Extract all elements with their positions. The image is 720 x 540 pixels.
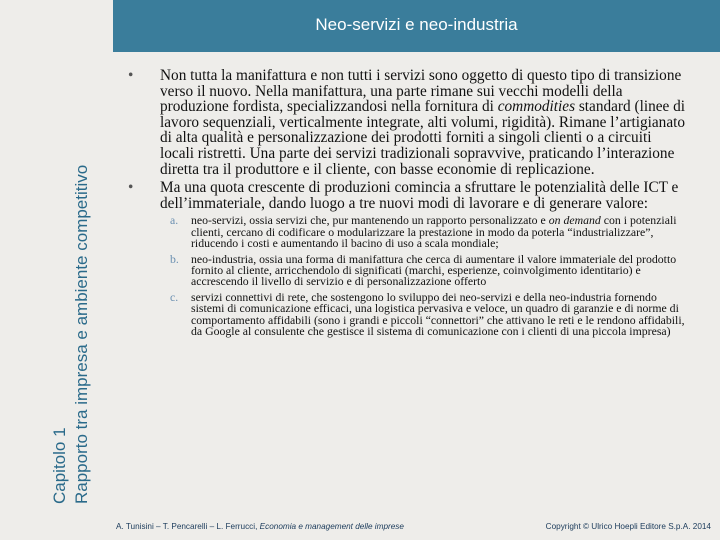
- sub-italic: on demand: [548, 213, 601, 228]
- sub-marker: b.: [170, 251, 179, 266]
- chapter-label: Capitolo 1: [50, 427, 69, 504]
- bullet-marker: •: [128, 179, 134, 197]
- sub-text: servizi connettivi di rete, che sostengono lo sviluppo dei neo-servizi e della neo-industria fornendo sistemi di comunicazione efficaci, una logistica pervasiva e veloce, un quadro di garanzie e di norme di comportamento affidabili (sono i grandi e piccoli “connettori” che attivano le reti e le rendono affidabili, da Google al consulente che gestisce il sistema di comunicazione con i clienti di una piccola impresa): [191, 289, 685, 338]
- footer-copyright: Copyright © Ulrico Hoepli Editore S.p.A. 2014: [545, 522, 711, 531]
- slide-title-bar: [113, 0, 720, 52]
- sub-list: [128, 215, 688, 337]
- sub-item: [170, 289, 688, 338]
- sidebar: [0, 0, 110, 540]
- footer-authors: A. Tunisini – T. Pencarelli – L. Ferrucci,: [116, 522, 260, 531]
- footer-citation: [116, 522, 404, 531]
- bullet-text: Non tutta la manifattura e non tutti i servizi sono oggetto di questo tipo di transizione verso il nuovo. Nella manifattura, una parte rimane sui vecchi modelli della produzione fordista, specializzandosi nella fornitura di: [160, 67, 682, 116]
- sub-marker: a.: [170, 213, 179, 228]
- bullet-marker: •: [128, 67, 134, 84]
- sub-text-continued: con i potenziali clienti, cercano di codificare o modularizzare la prestazione in modo da poterla “industrializzare”, riducendo i costi e aumentando il bacino di uso a scala mondiale;: [191, 213, 677, 251]
- slide-title: Neo-servizi e neo-industria: [315, 15, 518, 34]
- sub-text: neo-servizi, ossia servizi che, pur mantenendo un rapporto personalizzato e: [191, 213, 549, 228]
- bullet-italic: commodities: [497, 98, 576, 116]
- bullet-item: [128, 68, 688, 177]
- bullet-text: Ma una quota crescente di produzioni comincia a sfruttare le potenzialità delle ICT e dell’immateriale, dando luogo a tre nuovi modi di lavorare e di generare valore:: [160, 179, 679, 212]
- bullet-item: [128, 180, 688, 211]
- footer-book-title: Economia e management delle imprese: [259, 522, 404, 531]
- sub-marker: c.: [170, 289, 179, 304]
- sub-item: [170, 251, 688, 289]
- chapter-title: Rapporto tra impresa e ambiente competitivo: [72, 164, 91, 504]
- slide-content: [128, 68, 688, 341]
- sub-item: [170, 215, 688, 249]
- sub-text: neo-industria, ossia una forma di manifattura che cerca di aumentare il valore immateriale del prodotto fornito al cliente, arricchendolo di significati (marchi, esperienze, coinvolgimento identitario) e accrescendo il livello di servizio e di personalizzazione offerto: [191, 251, 677, 289]
- sidebar-vertical-title: [0, 0, 110, 540]
- bullet-text-continued: standard (linee di lavoro sequenziali, verticalmente integrate, alti volumi, rigidità). Rimane l’artigianato di alta qualità e personalizzazione dei prodotti forniti a singoli clienti o a circuiti locali ristretti. Una parte dei servizi tradizionali sopravvive, praticando l’interazione diretta tra il produttore e il cliente, con basse economie di replicazione.: [160, 98, 686, 178]
